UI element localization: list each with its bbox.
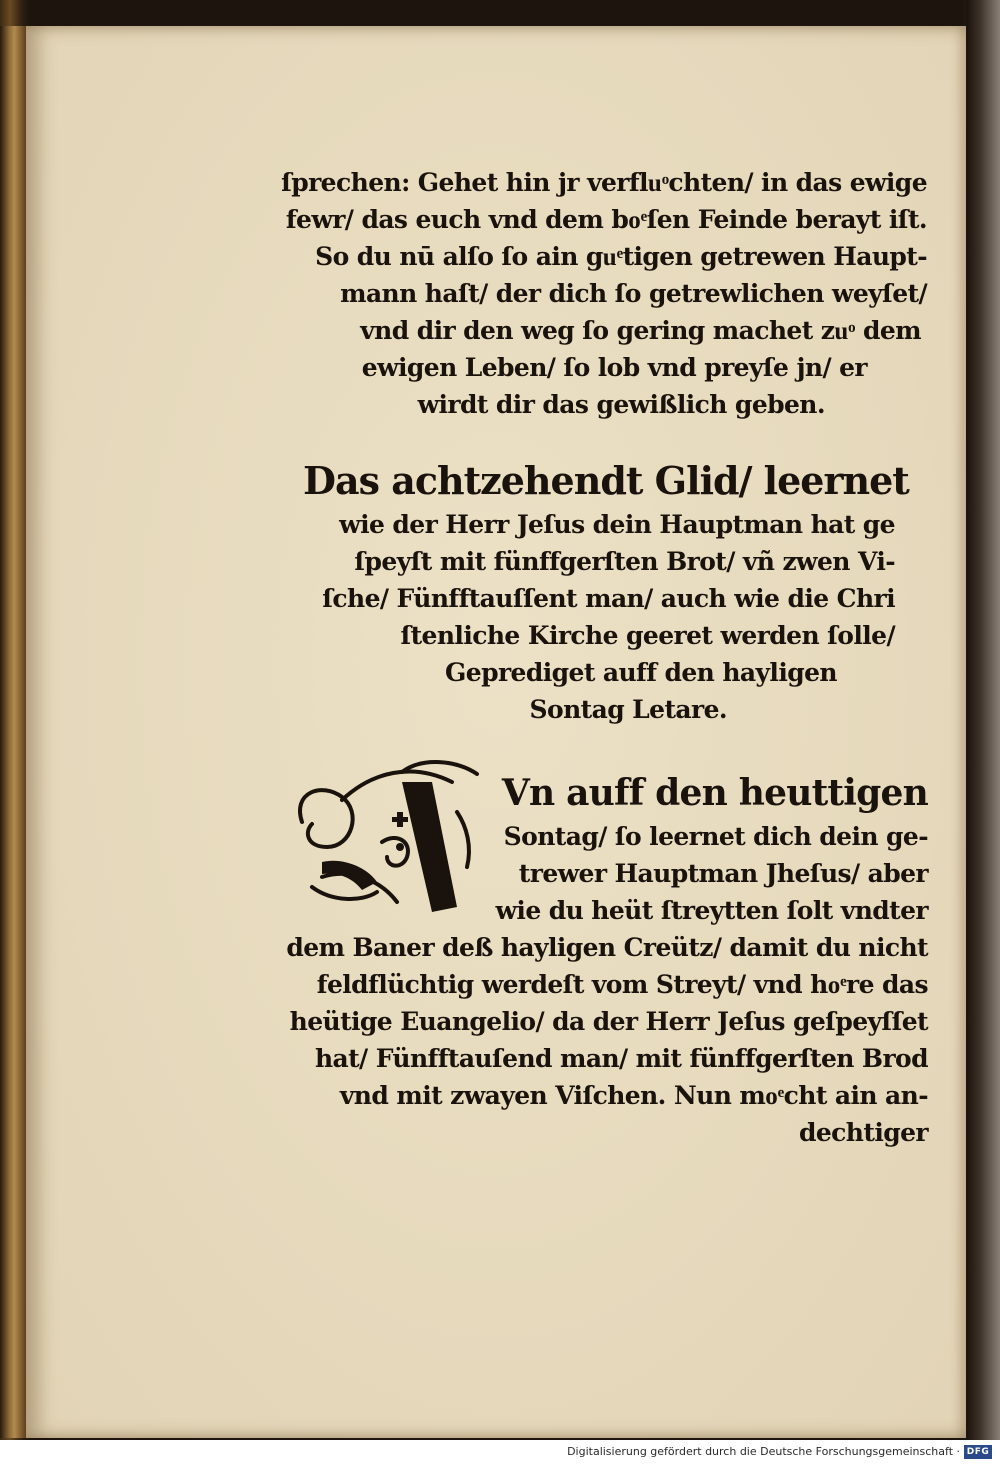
text-line: ſprechen: Gehet hin jr verfluͦchten/ in das ewige <box>281 168 927 197</box>
funding-credit: Digitalisierung gefördert durch die Deutsche Forschungsgemeinschaft · <box>567 1445 960 1458</box>
text-line: dem Baner deß hayligen Creütz/ damit du nicht <box>286 933 928 962</box>
catchword: dechtiger <box>799 1118 928 1147</box>
text-line: fewr/ das euch vnd dem boͤſen Feinde berayt iſt. <box>285 205 927 234</box>
heading-line: ſpeyſt mit fünffgerſten Brot/ vñ zwen Vi- <box>354 547 895 576</box>
footer-bar <box>0 1440 1000 1466</box>
heading-line: ſche/ Fünfftauſſent man/ auch wie die Chri <box>322 584 895 613</box>
body-paragraph <box>280 768 928 1151</box>
dfg-logo-icon[interactable]: DFG <box>964 1445 992 1459</box>
heading-line: Geprediget auff den hayligen <box>445 658 837 687</box>
text-line: heütige Euangelio/ da der Herr Jeſus geſpeyſſet <box>289 1007 928 1036</box>
text-line: trewer Hauptman Jheſus/ aber <box>518 859 928 888</box>
text-line: wie du heüt ſtreytten ſolt vndter <box>495 896 928 925</box>
body-first-line: Vn auff den heuttigen <box>501 772 928 814</box>
text-line: vnd mit zwayen Viſchen. Nun moͤcht ain an- <box>339 1081 928 1110</box>
text-line: hat/ Fünfftauſend man/ mit fünffgerſten Brod <box>314 1044 928 1073</box>
page-stack-edge <box>966 0 1000 1440</box>
text-line: Sontag/ ſo leernet dich dein ge- <box>503 822 928 851</box>
text-line: feldflüchtig werdeſt vom Streyt/ vnd hoͤre das <box>316 970 928 999</box>
text-line: vnd dir den weg ſo gering machet zuͦ dem <box>360 316 921 345</box>
text-line: So du nū alſo ſo ain guͤtigen getrewen Haupt- <box>315 242 927 271</box>
text-line: ewigen Leben/ ſo lob vnd preyſe jn/ er <box>361 353 867 382</box>
heading-title-line: Das achtzehendt Glid/ leernet <box>303 458 909 503</box>
top-paragraph <box>253 164 927 423</box>
text-line: mann haſt/ der dich ſo getrewlichen weyſet/ <box>340 279 927 308</box>
heading-line: Sontag Letare. <box>529 695 727 724</box>
book-spine-edge <box>0 26 26 1438</box>
chapter-heading <box>303 456 909 728</box>
text-line: wirdt dir das gewißlich geben. <box>417 390 825 419</box>
heading-line: wie der Herr Jeſus dein Hauptman hat ge <box>339 510 895 539</box>
heading-line: ſtenliche Kirche geeret werden ſolle/ <box>400 621 895 650</box>
